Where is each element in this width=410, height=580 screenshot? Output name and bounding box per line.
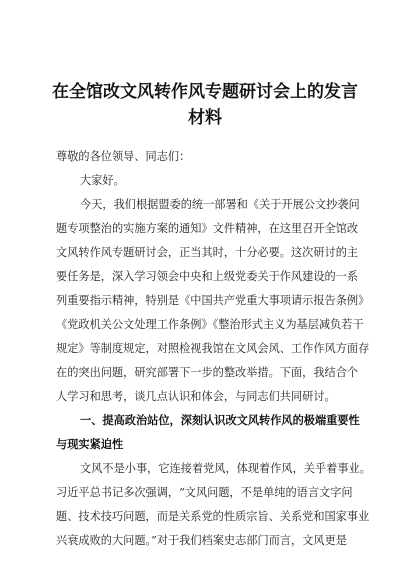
document-title-line-1: 在全馆改文风转作风专题研讨会上的发言 [52,82,358,102]
paragraph-2-line: 文风不是小事，它连接着党风，体现着作风，关乎着事业。 [80,462,371,475]
paragraph-1-line: 列重要指示精神，特别是《中国共产党重大事项请示报告条例》 [56,294,370,307]
paragraph-1-line: 要任务是，深入学习领会中央和上级党委关于作风建设的一系 [56,270,359,283]
paragraph-1-line: 人学习和思考，谈几点认识和体会，与同志们共同研讨。 [56,390,336,403]
paragraph-1-line: 文风转作风专题研讨会，正当其时，十分必要。这次研讨的主 [56,246,359,259]
paragraph-1-line: 《党政机关公文处理工作条例》《整治形式主义为基层减负若干 [56,318,364,331]
section-heading-1-line: 与现实紧迫性 [56,438,124,451]
paragraph-1-line: 在的突出问题，研究部署下一步的整改举措。下面，我结合个 [56,366,359,379]
salutation: 尊敬的各位领导、同志们： [56,150,191,163]
paragraph-2-line: 习近平总书记多次强调，“文风问题，不是单纯的语言文字问 [56,486,353,499]
greeting: 大家好。 [80,174,125,187]
paragraph-1-line: 规定》等制度规定，对照检视我馆在文风会风、工作作风方面存 [56,342,370,355]
paragraph-1-line: 题专项整治的实施方案的通知》文件精神，在这里召开全馆改 [56,222,359,235]
document-title-line-2: 材料 [188,108,222,128]
paragraph-2-line: 题、技术技巧问题，而是关系党的性质宗旨、关系党和国家事业 [56,510,370,523]
paragraph-2-line: 兴衰成败的大问题。”对于我们档案史志部门而言，文风更是 [56,534,347,547]
paragraph-1-line: 今天，我们根据盟委的统一部署和《关于开展公文抄袭问 [80,198,360,211]
section-heading-1-line: 一、提高政治站位，深刻认识改文风转作风的极端重要性 [80,414,360,427]
